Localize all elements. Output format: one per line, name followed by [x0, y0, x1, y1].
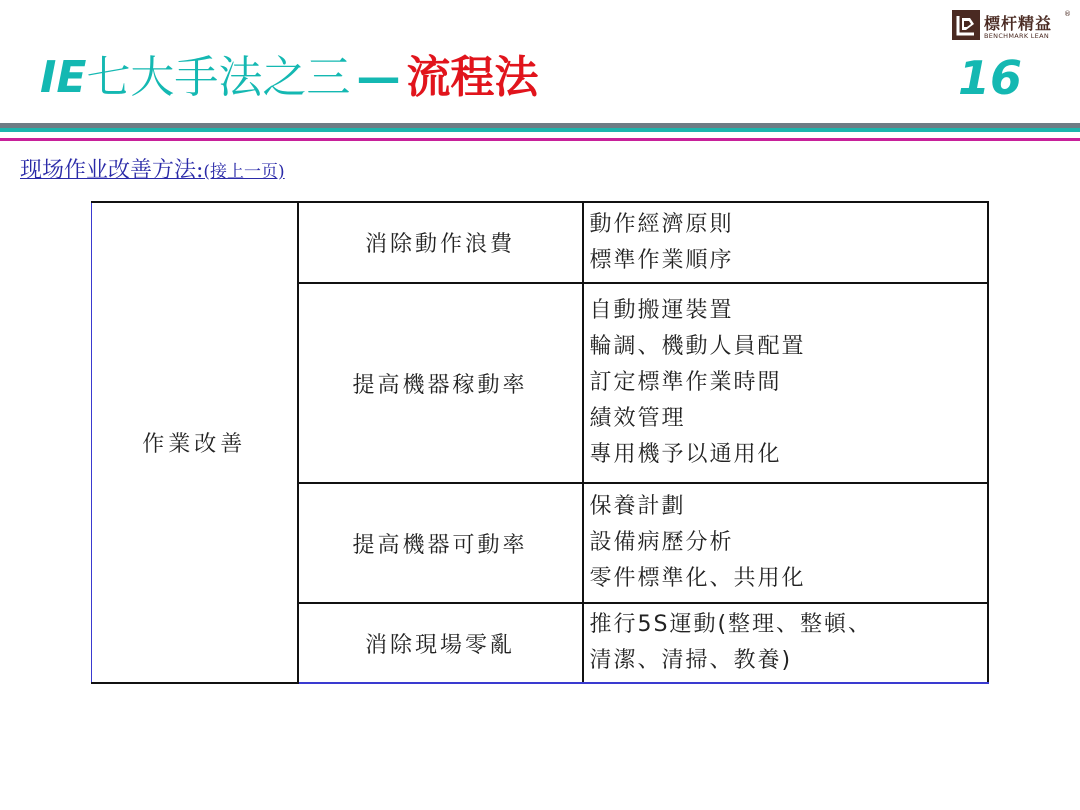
actions-cell	[583, 483, 988, 603]
logo-name-en: BENCHMARK LEAN	[984, 32, 1049, 40]
action-item: 訂定標準作業時間	[589, 370, 782, 395]
action-item: 零件標準化、共用化	[589, 566, 806, 591]
header-divider-teal	[0, 128, 1080, 132]
page-number: 16	[958, 51, 1023, 105]
improvement-methods-table	[91, 201, 989, 684]
method-cell: 消除現場零亂	[298, 603, 583, 683]
action-item: 設備病歷分析	[589, 530, 734, 555]
subtitle-note: (接上一页)	[203, 162, 285, 182]
logo-mark-icon	[952, 10, 980, 40]
action-item: 動作經濟原則	[589, 211, 734, 237]
method-cell: 消除動作浪費	[298, 202, 583, 283]
action-item: 專用機予以通用化	[589, 442, 782, 467]
action-item: 輪調、機動人員配置	[589, 334, 806, 359]
title-ie: IE	[40, 52, 87, 103]
action-item: 保養計劃	[589, 494, 686, 519]
table-row	[92, 202, 988, 283]
action-item: 自動搬運裝置	[589, 298, 734, 323]
actions-cell	[583, 283, 988, 483]
method-cell: 提高機器可動率	[298, 483, 583, 603]
actions-cell	[583, 202, 988, 283]
header-divider-magenta	[0, 138, 1080, 141]
category-cell: 作業改善	[92, 202, 298, 683]
company-logo	[952, 10, 1070, 44]
title-dash: —	[356, 52, 401, 103]
action-item: 推行5S運動(整理、整頓、	[589, 612, 873, 637]
subtitle-main: 现场作业改善方法:	[20, 158, 204, 183]
logo-name-cn: 標杆精益	[984, 14, 1053, 33]
slide-title	[40, 46, 538, 110]
logo-registered-mark: ®	[1064, 10, 1071, 18]
action-item: 清潔、清掃、教養)	[589, 648, 793, 673]
section-subtitle	[20, 153, 285, 184]
method-cell: 提高機器稼動率	[298, 283, 583, 483]
action-item: 績效管理	[589, 406, 686, 431]
action-item: 標準作業順序	[589, 247, 734, 273]
title-highlight: 流程法	[406, 52, 539, 103]
title-main: 七大手法之三	[86, 52, 351, 103]
actions-cell	[583, 603, 988, 683]
